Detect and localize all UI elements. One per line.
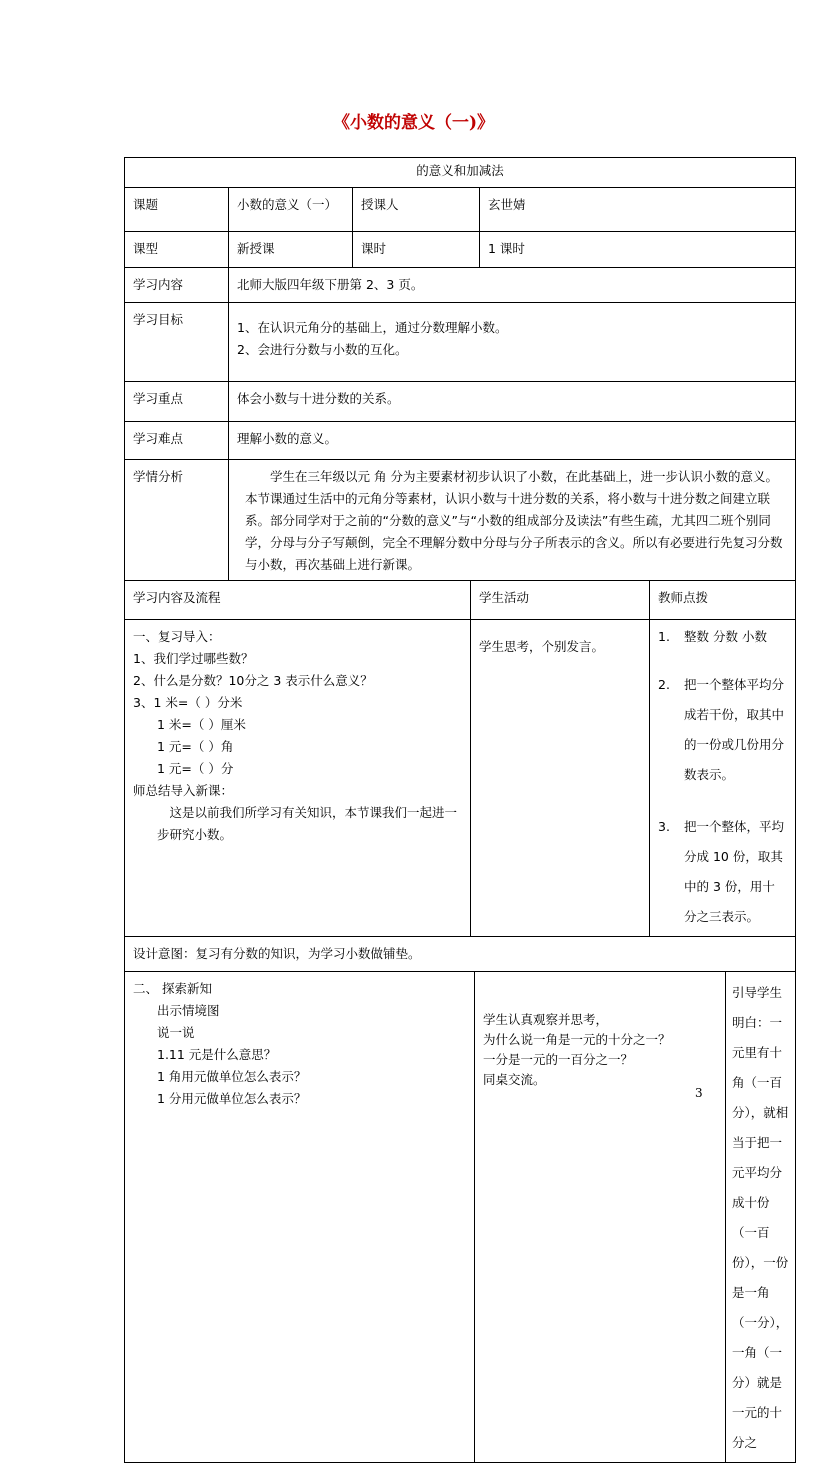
goals-label: 学习目标 (125, 303, 229, 382)
goal-item: 2、会进行分数与小数的互化。 (237, 342, 408, 357)
guidance-number: 1. (658, 629, 670, 644)
guidance-number: 3. (658, 819, 670, 834)
key-point-value: 体会小数与十进分数的关系。 (229, 382, 796, 422)
guidance-text: 把一个整体平均分成若干份，取其中的一份或几份用分数表示。 (684, 677, 785, 782)
review-question: 2、什么是分数？10分之 3 表示什么意义？ (133, 673, 373, 688)
review-question: 3、1 米=（ ）分米 (133, 695, 243, 710)
explore-question: 1 角用元做单位怎么表示？ (157, 1069, 307, 1084)
review-heading: 一、复习导入： (133, 629, 221, 644)
review-exercise: 1 米=（ ）厘米 (157, 717, 246, 732)
student-line: 同桌交流。 (483, 1072, 546, 1087)
topic-label: 课题 (125, 188, 229, 232)
flow-header-teacher: 教师点拨 (650, 581, 796, 620)
difficulty-value: 理解小数的意义。 (229, 422, 796, 460)
review-summary: 这是以前我们所学习有关知识，本节课我们一起进一步研究小数。 (157, 805, 458, 842)
analysis-label: 学情分析 (125, 460, 229, 581)
guidance-text: 把一个整体，平均分成 10 份，取其中的 3 份，用十分之三表示。 (684, 819, 785, 924)
key-point-label: 学习重点 (125, 382, 229, 422)
analysis-value: 学生在三年级以元 角 分为主要素材初步认识了小数，在此基础上，进一步认识小数的意义。本节课通过生活中的元角分等素材，认识小数与十进分数的关系，将小数与十进分数之间建立联系。部分同学对于之前的“分数的意义”与“小数的组成部分及读法”有些生疏，尤其四二班个别同学，分母与分子写颠倒，完全不理解分数中分母与分子所表示的含义。所以有必要进行先复习分数与小数，再次基础上进行新课。 (229, 460, 796, 581)
guidance-item (658, 812, 787, 932)
explore-question: 1 分用元做单位怎么表示？ (157, 1091, 307, 1106)
explore-question: 1.11 元是什么意思？ (157, 1047, 277, 1062)
explore-teacher-guidance: 引导学生明白：一元里有十角（一百分），就相当于把一元平均分成十份（一百份），一份是一角（一分），一角（一分）就是一元的十分之 (726, 972, 796, 1463)
difficulty-label: 学习难点 (125, 422, 229, 460)
explore-line: 出示情境图 (157, 1003, 220, 1018)
teacher-value: 玄世婧 (480, 188, 796, 232)
review-summary-heading: 师总结导入新课： (133, 783, 234, 798)
type-value: 新授课 (229, 232, 353, 268)
guidance-text: 整数 分数 小数 (684, 629, 767, 644)
teacher-label: 授课人 (353, 188, 480, 232)
type-label: 课型 (125, 232, 229, 268)
review-exercise: 1 元=（ ）分 (157, 761, 234, 776)
hours-label: 课时 (353, 232, 480, 268)
guidance-number: 2. (658, 677, 670, 692)
explore-section (125, 972, 475, 1463)
document-title: 《小数的意义（一)》 (332, 113, 495, 133)
design-intent: 设计意图：复习有分数的知识，为学习小数做铺垫。 (125, 937, 796, 972)
lesson-plan-table (124, 157, 796, 1463)
unit-header: 的意义和加减法 (125, 158, 796, 188)
review-student-activity: 学生思考，个别发言。 (471, 620, 650, 937)
student-line: 学生认真观察并思考， (483, 1012, 609, 1027)
content-value: 北师大版四年级下册第 2、3 页。 (229, 268, 796, 303)
topic-value: 小数的意义（一） (229, 188, 353, 232)
explore-heading: 二、 探索新知 (133, 981, 212, 996)
flow-header-content: 学习内容及流程 (125, 581, 471, 620)
flow-header-student: 学生活动 (471, 581, 650, 620)
review-teacher-guidance (650, 620, 796, 937)
student-line: 为什么说一角是一元的十分之一？ (483, 1032, 671, 1047)
explore-line: 说一说 (157, 1025, 195, 1040)
page-number: 3 (695, 1086, 703, 1100)
review-question: 1、我们学过哪些数？ (133, 651, 254, 666)
review-section (125, 620, 471, 937)
hours-value: 1 课时 (480, 232, 796, 268)
goal-item: 1、在认识元角分的基础上，通过分数理解小数。 (237, 320, 508, 335)
explore-student-activity (475, 972, 726, 1463)
guidance-item (658, 626, 787, 648)
goals-list (229, 303, 796, 382)
content-label: 学习内容 (125, 268, 229, 303)
student-line: 一分是一元的一百分之一？ (483, 1052, 634, 1067)
guidance-item (658, 670, 787, 790)
review-exercise: 1 元=（ ）角 (157, 739, 234, 754)
